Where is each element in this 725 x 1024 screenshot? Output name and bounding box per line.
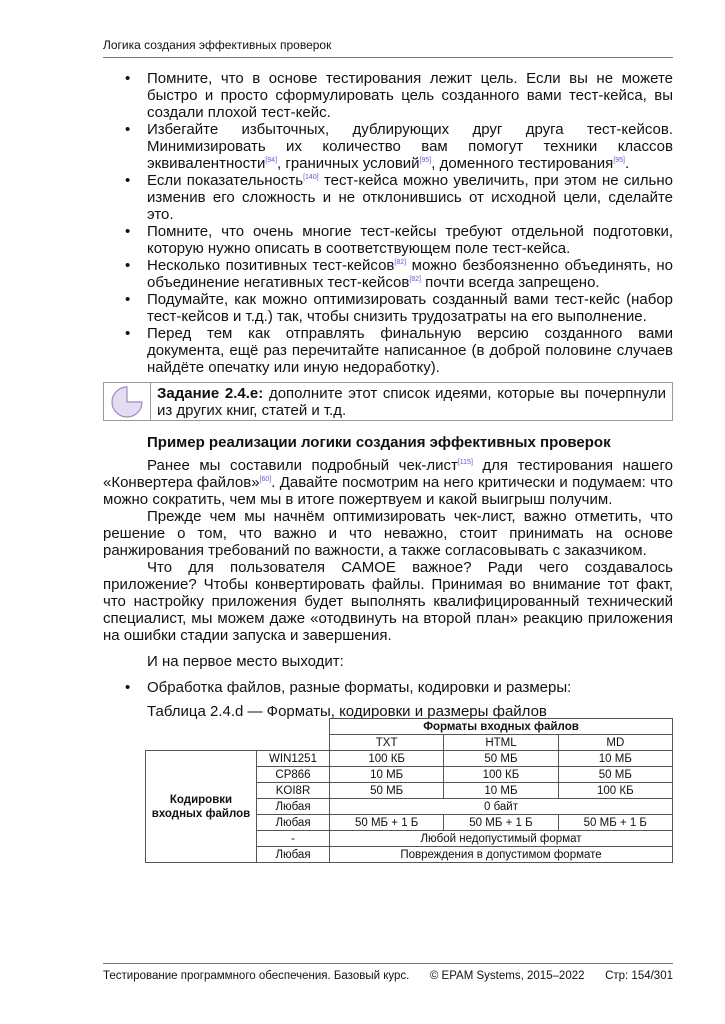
reference-link[interactable]: [140] [303,174,319,181]
text-run: Если показательность [147,172,304,189]
table-cell: 50 МБ [558,767,672,783]
encoding-cell: Любая [257,799,330,815]
column-group-header: Форматы входных файлов [330,719,673,735]
text-run: для тестирования нашего «Конвертера файлов» [103,457,673,491]
text-run: тест-кейса можно увеличить, при этом не сильно изменив его сложность и не отклонившись от исходной цели, сделайте это. [147,172,673,223]
encoding-cell: KOI8R [257,783,330,799]
reference-link[interactable]: [95] [419,157,432,164]
reference-link[interactable]: [115] [457,459,473,466]
paragraph [103,508,673,559]
encoding-cell: CP866 [257,767,330,783]
paragraph [103,559,673,644]
text-run: , граничных условий [277,155,420,172]
encoding-cell: Любая [257,815,330,831]
text-run: . [625,155,630,172]
reference-link[interactable]: [94] [265,157,278,164]
formats-table [145,718,673,863]
list-item [103,223,673,257]
text-run: , доменного тестирования [431,155,614,172]
text-run: Прежде чем мы начнём оптимизировать чек-лист, важно отметить, что решение о том, что важно и что неважно, стоит принимать на основе ранжирования требований по важности, а также согласовывать с заказчиком. [103,508,673,559]
paragraph [103,457,673,508]
task-text: дополните этот список идеями, которые вы почерпнули из других книг, статей и т.д. [157,385,666,419]
text-run: можно безбоязненно объединять, но объединение негативных тест-кейсов [147,257,673,291]
reference-link[interactable]: [95] [613,157,625,164]
reference-link[interactable]: [60] [259,476,272,483]
tips-list [103,70,673,376]
empty-cell [146,735,330,751]
list-item [103,291,673,325]
row-group-header: Кодировки входных файлов [146,751,257,863]
column-header: TXT [330,735,444,751]
table-cell: 10 МБ [444,783,558,799]
table-cell: 10 МБ [558,751,672,767]
table-row [146,751,673,767]
footer-copyright: © EPAM Systems, 2015–2022 [429,970,585,982]
footer-book-title: Тестирование программного обеспечения. Базовый курс. [103,970,410,982]
reference-link[interactable]: [82] [409,276,422,283]
table-cell: 10 МБ [330,767,444,783]
text-run: Подумайте, как можно оптимизировать созданный вами тест-кейс (набор тест-кейсов и т.д.) так, чтобы снизить трудозатраты на его выполнение. [147,291,673,325]
text-run: почти всегда запрещено. [421,274,600,291]
text-run: Помните, что очень многие тест-кейсы требуют отдельной подготовки, которую нужно описать в соответствующем поле тест-кейса. [147,223,673,257]
list-item: • Обработка файлов, разные форматы, кодировки и размеры: [103,679,673,696]
page-footer [103,963,673,982]
encoding-cell: - [257,831,330,847]
list-item [103,70,673,121]
section-heading: Пример реализации логики создания эффективных проверок [147,434,611,451]
list-item [103,172,673,223]
text-run: Избегайте избыточных, дублирующих друг друга тест-кейсов. Минимизировать их количество вам помогут техники классов эквивалентности [147,121,673,172]
text-run: Что для пользователя САМОЕ важное? Ради чего создавалось приложение? Чтобы конвертировать файлы. Принимая во внимание тот факт, что настройку приложения будет выполнять квалифицированный технический специалист, мы можем даже «отодвинуть на второй план» реакцию приложения на ошибки стадии запуска и завершения. [103,559,673,644]
column-header: HTML [444,735,558,751]
table-cell: 50 МБ [330,783,444,799]
list-item [103,257,673,291]
table-cell: 50 МБ + 1 Б [330,815,444,831]
column-header: MD [558,735,672,751]
text-run: Перед тем как отправлять финальную версию созданного вами документа, ещё раз перечитайте написанное (в доброй половине случаев найдёте опечатку или иную недоработку). [147,325,673,376]
table-caption: Таблица 2.4.d — Форматы, кодировки и размеры файлов [147,703,547,720]
table-cell: 100 КБ [444,767,558,783]
task-box [103,382,673,421]
task-label: Задание 2.4.e: [157,385,264,402]
encoding-cell: WIN1251 [257,751,330,767]
text-run: Помните, что в основе тестирования лежит цель. Если вы не можете быстро и просто сформулировать цель созданного вами тест-кейса, вы создали плохой тест-кейс. [147,70,673,121]
table-cell: Любой недопустимый формат [330,831,673,847]
table-cell: 0 байт [330,799,673,815]
table-cell: 50 МБ + 1 Б [444,815,558,831]
task-pie-icon [104,383,151,420]
footer-page-number: Стр: 154/301 [605,970,673,982]
table-cell: 50 МБ [444,751,558,767]
table-cell: 100 КБ [558,783,672,799]
text-run: . Давайте посмотрим на него критически и подумаем: что можно сократить, чем мы в итоге пожертвуем и какой выигрыш получим. [103,474,673,508]
page-content [103,70,673,720]
list-item [103,121,673,172]
text-run: Несколько позитивных тест-кейсов [147,257,395,274]
table-cell: 100 КБ [330,751,444,767]
paragraphs [103,457,673,644]
table-cell: 50 МБ + 1 Б [558,815,672,831]
table-cell: Повреждения в допустимом формате [330,847,673,863]
empty-cell [146,719,330,735]
intro-text: И на первое место выходит: [147,653,344,670]
encoding-cell: Любая [257,847,330,863]
reference-link[interactable]: [82] [394,259,407,266]
list-item [103,325,673,376]
text-run: Ранее мы составили подробный чек-лист [147,457,458,474]
running-header: Логика создания эффективных проверок [103,38,673,58]
